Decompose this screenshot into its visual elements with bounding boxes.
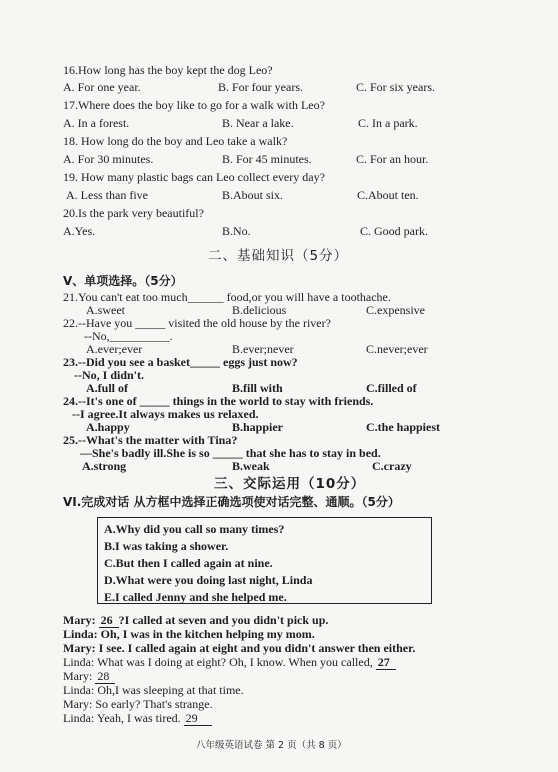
reply-25: —She's badly ill.She is so _____ that she has to stay in bed. [80, 446, 381, 460]
option-25a: A.strong [82, 459, 127, 473]
option-16a: A. For one year. [63, 80, 141, 94]
question-16: 16.How long has the boy kept the dog Leo? [63, 63, 273, 77]
option-21a: A.sweet [86, 303, 125, 317]
dialog-text: ?I called at seven and you didn't pick up. [118, 613, 329, 627]
dialog-line-3: Mary: I see. I called again at eight and you didn't answer then either. [63, 641, 416, 655]
option-20a: A.Yes. [63, 224, 96, 238]
option-e: E.I called Jenny and she helped me. [104, 590, 287, 604]
blank-28: 28 [95, 669, 115, 684]
option-25b: B.weak [232, 459, 270, 473]
dialog-line-2: Linda: Oh, I was in the kitchen helping my mom. [63, 627, 315, 641]
option-21b: B.delicious [232, 303, 287, 317]
dialog-text: Linda: What was I doing at eight? Oh, I know. When you called, [63, 655, 376, 669]
dialog-line-6: Linda: Oh,I was sleeping at that time. [63, 683, 244, 697]
option-c: C.But then I called again at nine. [104, 556, 273, 570]
question-23: 23.--Did you see a basket_____ eggs just now? [63, 355, 298, 369]
option-17b: B. Near a lake. [222, 116, 294, 130]
dialog-line-4 [63, 655, 396, 669]
question-17: 17.Where does the boy like to go for a walk with Leo? [63, 98, 325, 112]
section5-heading: V、单项选择。（5分） [63, 274, 183, 288]
option-19a: A. Less than five [66, 188, 148, 202]
option-18b: B. For 45 minutes. [222, 152, 312, 166]
dialog-line-8 [63, 711, 212, 725]
dialog-line-7: Mary: So early? That's strange. [63, 697, 213, 711]
blank-27: 27 [376, 655, 396, 670]
question-24: 24.--It's one of _____ things in the world to stay with friends. [63, 394, 374, 408]
question-22: 22.--Have you _____ visited the old house by the river? [63, 316, 331, 330]
option-23b: B.fill with [232, 381, 283, 395]
blank-26: 26 [99, 613, 119, 628]
option-16c: C. For six years. [356, 80, 435, 94]
question-20: 20.Is the park very beautiful? [63, 206, 204, 220]
page-footer: 八年级英语试卷 第 2 页（共 8 页） [196, 740, 347, 751]
option-22a: A.ever;ever [86, 342, 143, 356]
section6-heading: VI.完成对话 从方框中选择正确选项使对话完整、通顺。（5分） [63, 495, 400, 509]
option-19c: C.About ten. [357, 188, 419, 202]
option-22c: C.never;ever [366, 342, 428, 356]
part2-heading: 二、基础知识（5分） [208, 248, 349, 264]
question-25: 25.--What's the matter with Tina? [63, 433, 238, 447]
reply-23: --No, I didn't. [74, 368, 145, 382]
option-25c: C.crazy [372, 459, 412, 473]
blank-29: 29 [184, 711, 212, 726]
option-18c: C. For an hour. [356, 152, 429, 166]
option-24a: A.happy [86, 420, 130, 434]
part3-heading: 三、交际运用（10分） [214, 476, 366, 492]
option-24b: B.happier [232, 420, 284, 434]
option-23c: C.filled of [366, 381, 417, 395]
option-17c: C. In a park. [358, 116, 418, 130]
reply-22: --No,__________. [84, 329, 173, 343]
option-19b: B.About six. [222, 188, 284, 202]
question-19: 19. How many plastic bags can Leo collect every day? [63, 170, 325, 184]
dialog-speaker-text: Mary: [63, 613, 99, 627]
option-18a: A. For 30 minutes. [63, 152, 154, 166]
option-21c: C.expensive [366, 303, 425, 317]
dialog-line-5 [63, 669, 115, 683]
option-a: A.Why did you call so many times? [104, 522, 285, 536]
option-22b: B.ever;never [232, 342, 294, 356]
option-d: D.What were you doing last night, Linda [104, 573, 313, 587]
option-b: B.I was taking a shower. [104, 539, 229, 553]
question-21: 21.You can't eat too much______ food,or you will have a toothache. [63, 290, 391, 304]
dialog-text: Linda: Yeah, I was tired. [63, 711, 184, 725]
option-20c: C. Good park. [360, 224, 428, 238]
option-16b: B. For four years. [218, 80, 303, 94]
option-20b: B.No. [222, 224, 251, 238]
dialog-line-1 [63, 613, 328, 627]
option-23a: A.full of [86, 381, 128, 395]
dialog-speaker-text: Mary: [63, 669, 96, 683]
question-18: 18. How long do the boy and Leo take a walk? [63, 134, 288, 148]
option-24c: C.the happiest [366, 420, 441, 434]
reply-24: --I agree.It always makes us relaxed. [72, 407, 259, 421]
option-17a: A. In a forest. [63, 116, 130, 130]
